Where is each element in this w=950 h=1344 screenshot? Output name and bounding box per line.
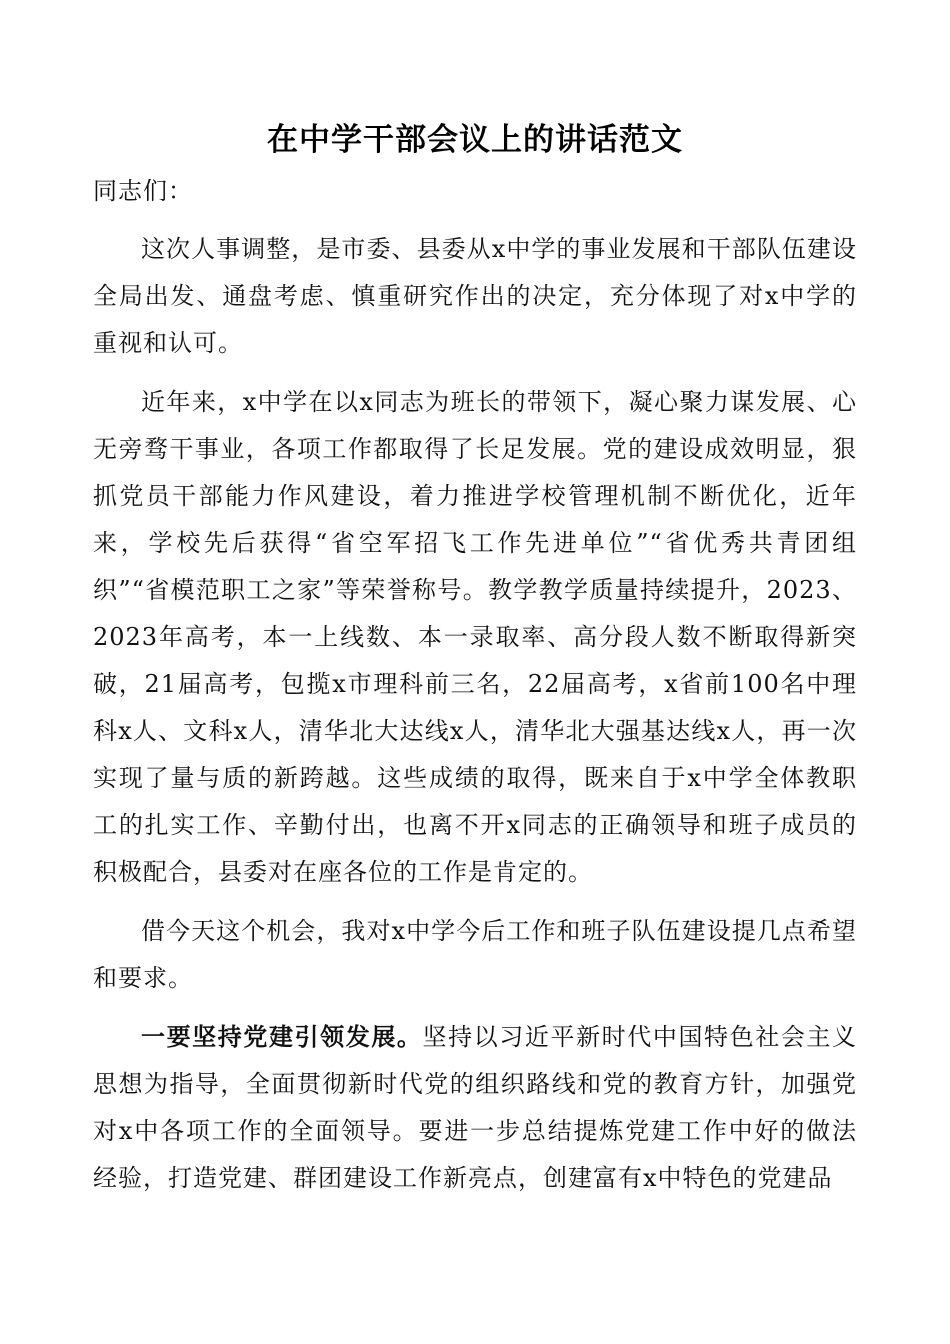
paragraph-transition: 借今天这个机会，我对x中学今后工作和班子队伍建设提几点希望和要求。 <box>93 917 857 992</box>
paragraph-achievements: 近年来，x中学在以x同志为班长的带领下，凝心聚力谋发展、心无旁骛干事业，各项工作都取得了长足发展。党的建设成效明显，狠抓党员干部能力作风建设，着力推进学校管理机制不断优化，近年来，学校先后获得“省空军招飞工作先进单位”“省优秀共青团组织”“省模范职工之家”等荣誉称号。教学教学质量持续提升，2023、2023年高考，本一上线数、本一录取率、高分段人数不断取得新突破，21届高考，包揽x市理科前三名，22届高考，x省前100名中理科x人、文科x人，清华北大达线x人，清华北大强基达线x人，再一次实现了量与质的新跨越。这些成绩的取得，既来自于x中学全体教职工的扎实工作、辛勤付出，也离不开x同志的正确领导和班子成员的积极配合，县委对在座各位的工作是肯定的。 <box>93 388 857 886</box>
paragraph-intro: 这次人事调整，是市委、县委从x中学的事业发展和干部队伍建设全局出发、通盘考虑、慎重研究作出的决定，充分体现了对x中学的重视和认可。 <box>93 235 857 357</box>
document-title: 在中学干部会议上的讲话范文 <box>267 122 683 158</box>
salutation: 同志们： <box>93 177 193 205</box>
point-1-body: 坚持以习近平新时代中国特色社会主义思想为指导，全面贯彻新时代党的组织路线和党的教育方针，加强党对x中各项工作的全面领导。要进一步总结提炼党建工作中好的做法经验，打造党建、群团建设工作新亮点，创建富有x中特色的党建品 <box>93 1023 858 1192</box>
document-page <box>93 0 857 1344</box>
point-1-heading: 一要坚持党建引领发展。 <box>141 1023 423 1051</box>
paragraph-point-1 <box>93 1014 857 1202</box>
